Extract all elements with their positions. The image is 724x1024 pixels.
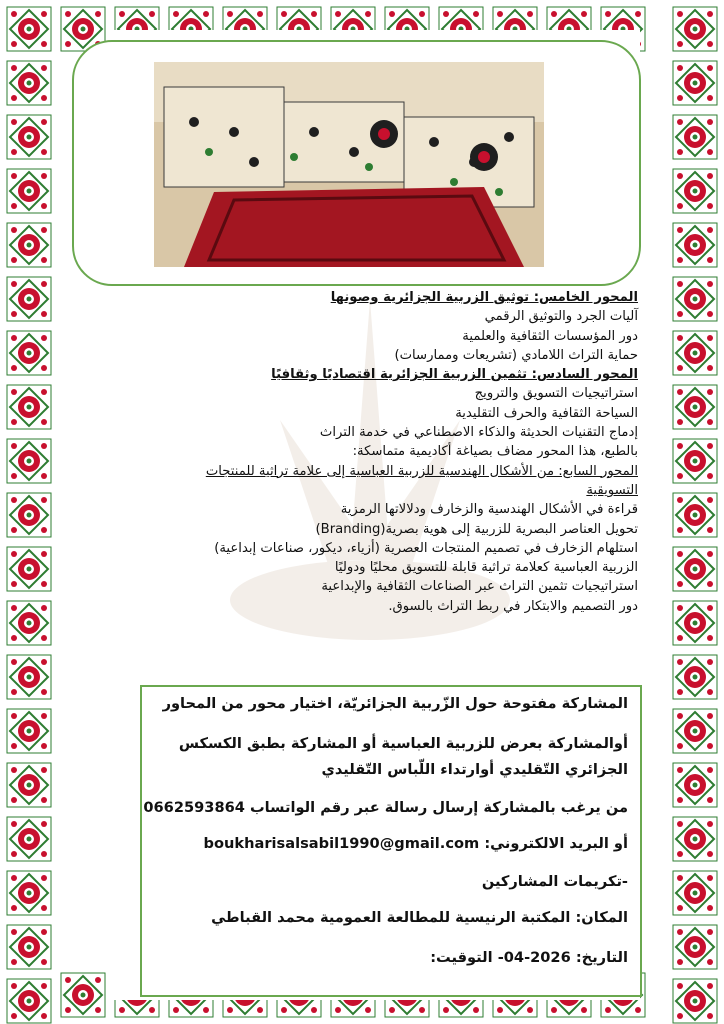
axis6-item: استراتيجيات التسويق والترويج — [474, 386, 638, 402]
floral-tile — [672, 978, 718, 1024]
honors-text: -تكريمات المشاركين — [481, 873, 628, 890]
floral-tile — [6, 330, 52, 376]
axis7-title: المحور السابع: من الأشكال الهندسية للزربية العباسية إلى علامة تراثية للمنتجات — [205, 463, 638, 479]
floral-tile — [6, 654, 52, 700]
place-text: المكان: المكتبة الرنيسية للمطالعة العمومية محمد القباطي — [211, 909, 628, 926]
date-label: التاريخ: — [575, 949, 628, 966]
axis5-item: حماية التراث اللامادي (تشريعات وممارسات) — [394, 347, 638, 363]
floral-tile — [6, 546, 52, 592]
carpet-photo — [154, 62, 544, 267]
photo-frame — [72, 40, 641, 286]
axis7-item: الزربية العباسية كعلامة تراثية قابلة للتسويق محليًا ودوليًا — [334, 560, 638, 576]
axis7-item: استراتيجيات تثمين التراث عبر الصناعات الثقافية والإبداعية — [321, 579, 638, 595]
floral-tile — [6, 6, 52, 52]
whatsapp-line — [143, 799, 628, 816]
axis6-item: بالطبع، هذا المحور مضاف بصياغة أكاديمية متماسكة: — [352, 444, 638, 460]
floral-tile — [672, 276, 718, 322]
floral-tile — [6, 492, 52, 538]
floral-tile — [672, 330, 718, 376]
axis7-item: قراءة في الأشكال الهندسية والزخارف ودلالاتها الرمزية — [340, 502, 638, 518]
floral-tile — [6, 168, 52, 214]
floral-tile — [672, 114, 718, 160]
floral-tile — [672, 6, 718, 52]
axis6-item: السياحة الثقافية والحرف التقليدية — [455, 405, 638, 421]
email-line — [204, 835, 628, 852]
whatsapp-label: من يرغب بالمشاركة إرسال رسالة عبر رقم الواتساب — [250, 799, 628, 816]
axis6-title: المحور السادس: تثمين الزربية الجزائرية اقتصاديًا وثقافيًا — [271, 367, 638, 383]
floral-tile — [672, 654, 718, 700]
floral-tile — [6, 762, 52, 808]
floral-tile — [672, 600, 718, 646]
axis6-item: إدماج التقنيات الحديثة والذكاء الاصطناعي في خدمة التراث — [319, 425, 638, 441]
floral-tile — [6, 816, 52, 862]
floral-tile — [672, 438, 718, 484]
floral-tile — [672, 60, 718, 106]
floral-tile — [6, 222, 52, 268]
floral-tile — [672, 168, 718, 214]
floral-tile — [672, 762, 718, 808]
floral-tile — [6, 708, 52, 754]
floral-tile — [6, 60, 52, 106]
whatsapp-number[interactable]: 0662593864 — [143, 799, 245, 816]
floral-tile — [6, 276, 52, 322]
floral-tile — [672, 816, 718, 862]
floral-tile — [6, 924, 52, 970]
floral-tile — [6, 870, 52, 916]
floral-tile — [6, 978, 52, 1024]
floral-tile — [6, 384, 52, 430]
floral-tile — [6, 600, 52, 646]
date-line — [430, 949, 628, 966]
info-box — [140, 685, 642, 997]
or-participation-text: أوالمشاركة بعرض للزربية العباسية أو المشاركة بطبق الكسكس الجزائري التّقليدي أوارتداء اللّباس التّقليدي — [178, 735, 628, 778]
axis7-item: تحويل العناصر البصرية للزربية إلى هوية بصرية(Branding) — [315, 521, 638, 537]
axis7-item: دور التصميم والابتكار في ربط التراث بالسوق. — [388, 598, 638, 614]
floral-tile — [6, 114, 52, 160]
axis7-title-cont: التسويقية — [586, 482, 638, 498]
axis5-item: آليات الجرد والتوثيق الرقمي — [484, 309, 638, 325]
floral-tile — [6, 438, 52, 484]
axis5-title: المحور الخامس: توثيق الزربية الجزائرية وصونها — [330, 290, 638, 305]
time-label: التوقيت: — [430, 949, 493, 966]
floral-tile — [672, 384, 718, 430]
floral-tile — [672, 492, 718, 538]
email-link[interactable]: boukharisalsabil1990@gmail.com — [203, 835, 480, 852]
axis7-item: استلهام الزخارف في تصميم المنتجات العصرية (أزياء، ديكور، صناعات إبداعية) — [214, 540, 638, 556]
floral-tile — [672, 708, 718, 754]
floral-tile — [672, 924, 718, 970]
participation-text: المشاركة مفتوحة حول الزّربية الجزائريّة، اختيار محور من المحاور — [162, 695, 628, 712]
floral-tile — [60, 972, 106, 1018]
floral-tile — [672, 546, 718, 592]
floral-tile — [672, 222, 718, 268]
axis5-item: دور المؤسسات الثقافية والعلمية — [462, 328, 638, 344]
floral-tile — [672, 870, 718, 916]
email-label: أو البريد الالكتروني: — [484, 835, 628, 852]
date-value: -04-2026 — [497, 949, 571, 966]
axes-section — [108, 288, 638, 616]
